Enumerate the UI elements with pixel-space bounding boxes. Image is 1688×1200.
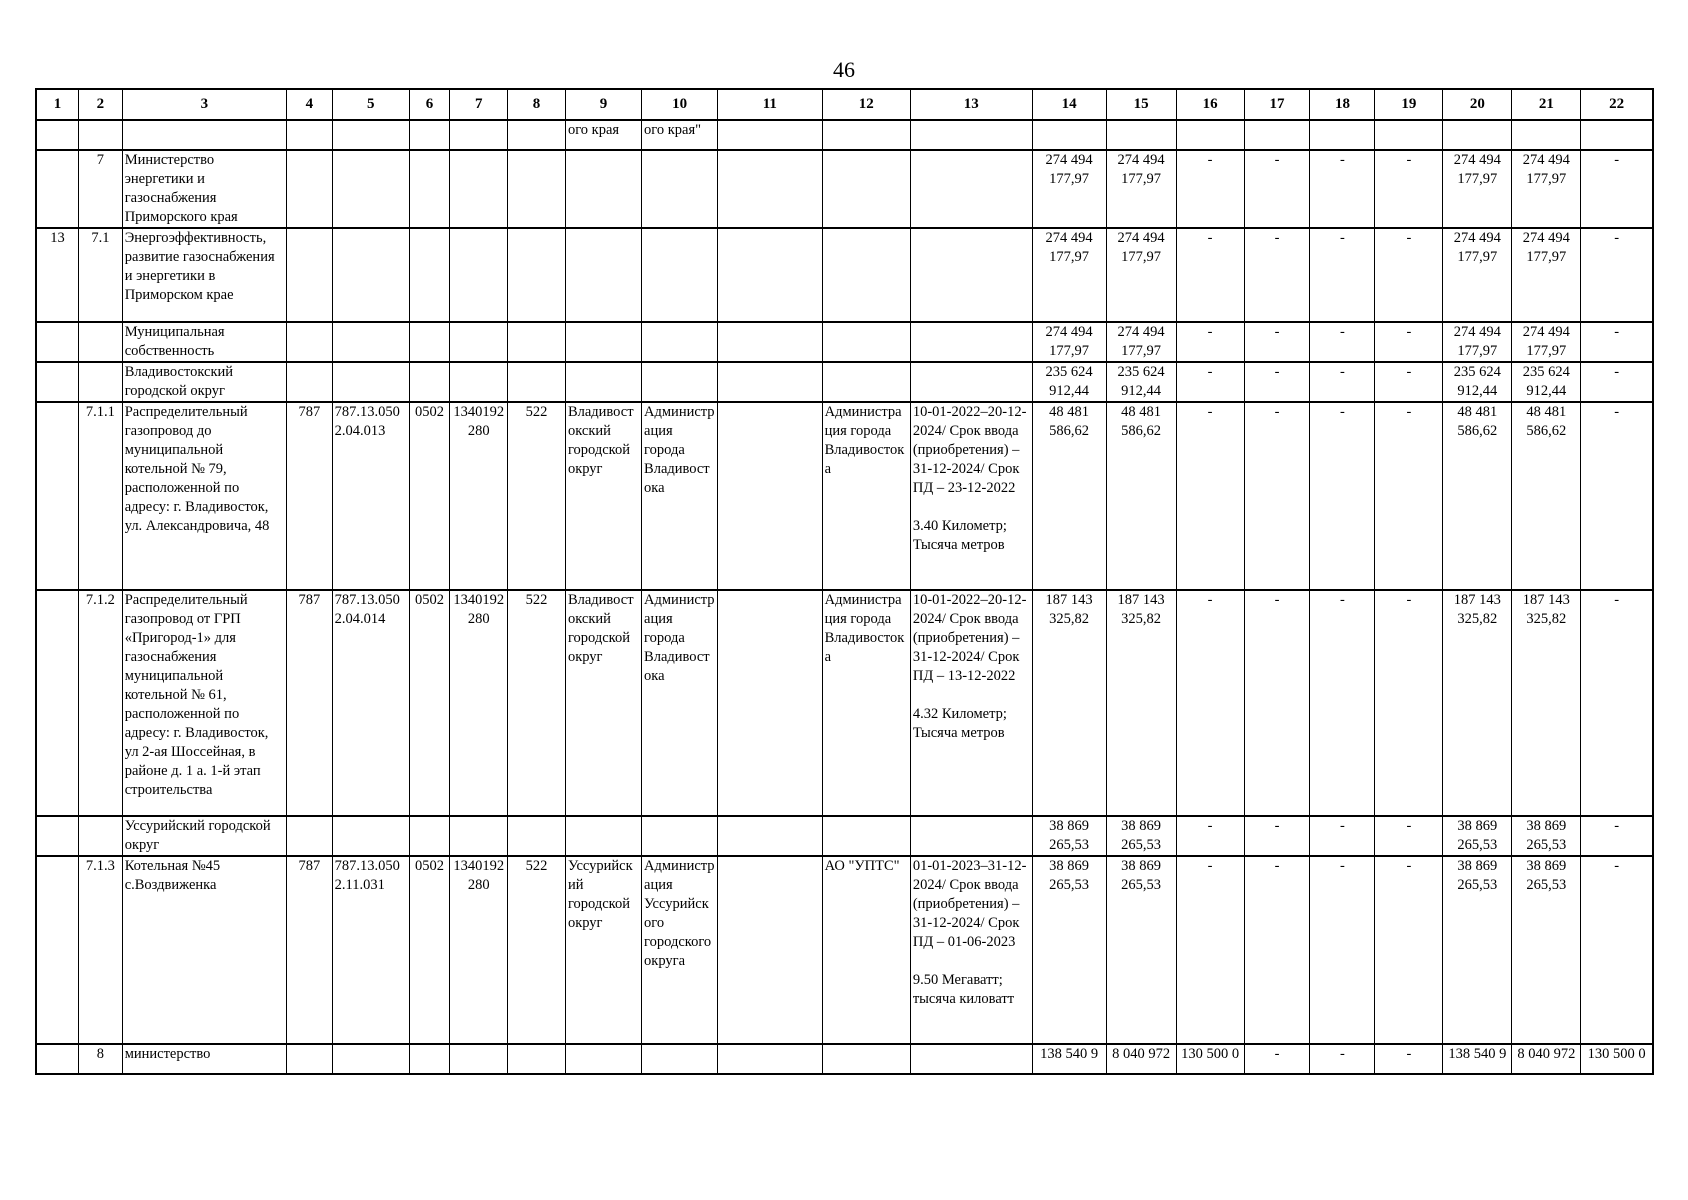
budget-code-cell (332, 816, 409, 856)
item-code-cell: 7.1.1 (79, 402, 123, 590)
amount-col22-cell: 130 500 0 (1581, 1044, 1653, 1074)
customer-cell (642, 1044, 718, 1074)
grbs-cell (287, 816, 333, 856)
row-number-cell (36, 150, 79, 228)
developer-cell (822, 1044, 910, 1074)
col11-cell (718, 322, 822, 362)
amount-col21-cell: 274 494 177,97 (1512, 322, 1581, 362)
amount-col21-cell: 274 494 177,97 (1512, 150, 1581, 228)
expense-type-cell: 522 (508, 856, 566, 1044)
timing-capacity-cell: 10-01-2022–20-12-2024/ Срок ввода (приобретения) – 31-12-2024/ Срок ПД – 13-12-2022 4.32 Километр; Тысяча метров (910, 590, 1032, 816)
timing-capacity-cell (910, 816, 1032, 856)
budget-code-cell (332, 362, 409, 402)
total-amount-cell: 274 494 177,97 (1032, 150, 1106, 228)
item-code-cell: 7 (79, 150, 123, 228)
amount-col21-cell: 274 494 177,97 (1512, 228, 1581, 322)
col11-cell (718, 120, 822, 150)
col11-cell (718, 816, 822, 856)
amount-col18-cell: - (1310, 856, 1375, 1044)
amount-col16-cell: - (1176, 150, 1244, 228)
page-number: 46 (833, 57, 855, 82)
amount-col17-cell: - (1244, 322, 1310, 362)
target-article-cell: 1340192280 (450, 402, 508, 590)
amount-col15-cell: 274 494 177,97 (1106, 150, 1176, 228)
amount-col18-cell (1310, 120, 1375, 150)
developer-cell: Администрация города Владивостока (822, 590, 910, 816)
amount-col15-cell: 8 040 972 (1106, 1044, 1176, 1074)
object-name-cell: Владивостокский городской округ (122, 362, 286, 402)
column-header: 21 (1512, 89, 1581, 120)
amount-col22-cell (1581, 120, 1653, 150)
column-header: 22 (1581, 89, 1653, 120)
row-number-cell (36, 362, 79, 402)
item-code-cell (79, 322, 123, 362)
target-article-cell (450, 120, 508, 150)
amount-col18-cell: - (1310, 816, 1375, 856)
amount-col21-cell: 48 481 586,62 (1512, 402, 1581, 590)
municipality-cell: Владивостокский городской округ (565, 402, 641, 590)
item-code-cell (79, 362, 123, 402)
timing-capacity-cell: 10-01-2022–20-12-2024/ Срок ввода (приобретения) – 31-12-2024/ Срок ПД – 23-12-2022 3.40 Километр; Тысяча метров (910, 402, 1032, 590)
municipality-cell: ого края (565, 120, 641, 150)
amount-col16-cell: - (1176, 362, 1244, 402)
amount-col19-cell: - (1375, 362, 1443, 402)
budget-code-cell (332, 150, 409, 228)
customer-cell (642, 362, 718, 402)
amount-col16-cell: - (1176, 816, 1244, 856)
amount-col15-cell (1106, 120, 1176, 150)
amount-col17-cell (1244, 120, 1310, 150)
total-amount-cell (1032, 120, 1106, 150)
column-header: 18 (1310, 89, 1375, 120)
table-row (36, 402, 1653, 590)
total-amount-cell: 48 481 586,62 (1032, 402, 1106, 590)
budget-code-cell (332, 322, 409, 362)
amount-col17-cell: - (1244, 1044, 1310, 1074)
amount-col18-cell: - (1310, 362, 1375, 402)
column-header: 20 (1443, 89, 1512, 120)
amount-col22-cell: - (1581, 856, 1653, 1044)
section-cell: 0502 (409, 402, 450, 590)
amount-col17-cell: - (1244, 150, 1310, 228)
customer-cell: Администрация Уссурийского городского округа (642, 856, 718, 1044)
section-cell (409, 228, 450, 322)
budget-code-cell: 787.13.0502.04.014 (332, 590, 409, 816)
amount-col15-cell: 48 481 586,62 (1106, 402, 1176, 590)
grbs-cell (287, 228, 333, 322)
column-header: 1 (36, 89, 79, 120)
table-row (36, 816, 1653, 856)
table-row (36, 322, 1653, 362)
amount-col16-cell: - (1176, 856, 1244, 1044)
column-header: 10 (642, 89, 718, 120)
amount-col22-cell: - (1581, 150, 1653, 228)
expense-type-cell (508, 150, 566, 228)
expense-type-cell (508, 228, 566, 322)
developer-cell (822, 322, 910, 362)
object-name-cell: министерство (122, 1044, 286, 1074)
amount-col19-cell: - (1375, 1044, 1443, 1074)
amount-col19-cell: - (1375, 816, 1443, 856)
amount-col20-cell: 274 494 177,97 (1443, 150, 1512, 228)
target-article-cell (450, 322, 508, 362)
amount-col19-cell: - (1375, 856, 1443, 1044)
target-article-cell: 1340192280 (450, 856, 508, 1044)
section-cell: 0502 (409, 856, 450, 1044)
amount-col15-cell: 274 494 177,97 (1106, 228, 1176, 322)
section-cell (409, 362, 450, 402)
budget-code-cell: 787.13.0502.04.013 (332, 402, 409, 590)
amount-col15-cell: 187 143 325,82 (1106, 590, 1176, 816)
total-amount-cell: 138 540 9 (1032, 1044, 1106, 1074)
municipality-cell: Уссурийский городской округ (565, 856, 641, 1044)
row-number-cell (36, 402, 79, 590)
budget-code-cell (332, 228, 409, 322)
amount-col16-cell: - (1176, 402, 1244, 590)
amount-col20-cell: 235 624 912,44 (1443, 362, 1512, 402)
column-header: 4 (287, 89, 333, 120)
amount-col18-cell: - (1310, 228, 1375, 322)
total-amount-cell: 235 624 912,44 (1032, 362, 1106, 402)
timing-capacity-cell (910, 1044, 1032, 1074)
column-header: 9 (565, 89, 641, 120)
col11-cell (718, 1044, 822, 1074)
column-header: 19 (1375, 89, 1443, 120)
section-cell: 0502 (409, 590, 450, 816)
column-header: 11 (718, 89, 822, 120)
amount-col16-cell: - (1176, 322, 1244, 362)
column-header: 7 (450, 89, 508, 120)
object-name-cell: Энергоэффективность, развитие газоснабжения и энергетики в Приморском крае (122, 228, 286, 322)
object-name-cell: Министерство энергетики и газоснабжения Приморского края (122, 150, 286, 228)
timing-capacity-cell (910, 120, 1032, 150)
municipality-cell (565, 150, 641, 228)
column-header: 6 (409, 89, 450, 120)
developer-cell (822, 816, 910, 856)
amount-col22-cell: - (1581, 402, 1653, 590)
item-code-cell: 8 (79, 1044, 123, 1074)
customer-cell: Администрация города Владивостока (642, 590, 718, 816)
target-article-cell (450, 150, 508, 228)
amount-col22-cell: - (1581, 322, 1653, 362)
amount-col21-cell: 187 143 325,82 (1512, 590, 1581, 816)
expense-type-cell: 522 (508, 402, 566, 590)
amount-col20-cell: 38 869 265,53 (1443, 816, 1512, 856)
amount-col20-cell: 48 481 586,62 (1443, 402, 1512, 590)
grbs-cell: 787 (287, 402, 333, 590)
table-row (36, 856, 1653, 1044)
amount-col15-cell: 235 624 912,44 (1106, 362, 1176, 402)
amount-col18-cell: - (1310, 322, 1375, 362)
col11-cell (718, 228, 822, 322)
amount-col21-cell (1512, 120, 1581, 150)
table-row (36, 120, 1653, 150)
amount-col17-cell: - (1244, 816, 1310, 856)
amount-col22-cell: - (1581, 362, 1653, 402)
amount-col17-cell: - (1244, 856, 1310, 1044)
amount-col15-cell: 38 869 265,53 (1106, 856, 1176, 1044)
col11-cell (718, 362, 822, 402)
municipality-cell (565, 228, 641, 322)
table-row (36, 1044, 1653, 1074)
row-number-cell (36, 120, 79, 150)
object-name-cell: Распределительный газопровод до муниципальной котельной № 79, расположенной по адресу: г. Владивосток, ул. Александровича, 48 (122, 402, 286, 590)
timing-capacity-cell (910, 228, 1032, 322)
row-number-cell (36, 322, 79, 362)
section-cell (409, 120, 450, 150)
developer-cell: Администрация города Владивостока (822, 402, 910, 590)
item-code-cell (79, 816, 123, 856)
row-number-cell (36, 590, 79, 816)
amount-col18-cell: - (1310, 590, 1375, 816)
amount-col19-cell: - (1375, 402, 1443, 590)
item-code-cell (79, 120, 123, 150)
section-cell (409, 322, 450, 362)
amount-col20-cell: 138 540 9 (1443, 1044, 1512, 1074)
object-name-cell: Муниципальная собственность (122, 322, 286, 362)
budget-code-cell (332, 1044, 409, 1074)
table-row (36, 228, 1653, 322)
expense-type-cell: 522 (508, 590, 566, 816)
timing-capacity-cell (910, 362, 1032, 402)
developer-cell (822, 228, 910, 322)
developer-cell: АО "УПТС" (822, 856, 910, 1044)
amount-col16-cell: 130 500 0 (1176, 1044, 1244, 1074)
amount-col19-cell: - (1375, 228, 1443, 322)
amount-col19-cell: - (1375, 150, 1443, 228)
target-article-cell (450, 1044, 508, 1074)
amount-col21-cell: 38 869 265,53 (1512, 856, 1581, 1044)
budget-code-cell: 787.13.0502.11.031 (332, 856, 409, 1044)
column-header: 8 (508, 89, 566, 120)
amount-col16-cell: - (1176, 590, 1244, 816)
amount-col18-cell: - (1310, 402, 1375, 590)
amount-col16-cell (1176, 120, 1244, 150)
expense-type-cell (508, 120, 566, 150)
customer-cell: ого края" (642, 120, 718, 150)
object-name-cell (122, 120, 286, 150)
amount-col21-cell: 235 624 912,44 (1512, 362, 1581, 402)
amount-col20-cell: 187 143 325,82 (1443, 590, 1512, 816)
municipality-cell (565, 362, 641, 402)
amount-col18-cell: - (1310, 1044, 1375, 1074)
item-code-cell: 7.1.3 (79, 856, 123, 1044)
amount-col22-cell: - (1581, 590, 1653, 816)
total-amount-cell: 187 143 325,82 (1032, 590, 1106, 816)
amount-col19-cell: - (1375, 322, 1443, 362)
section-cell (409, 150, 450, 228)
table-row (36, 150, 1653, 228)
target-article-cell: 1340192280 (450, 590, 508, 816)
amount-col20-cell: 274 494 177,97 (1443, 228, 1512, 322)
amount-col22-cell: - (1581, 816, 1653, 856)
row-number-cell (36, 816, 79, 856)
expense-type-cell (508, 816, 566, 856)
developer-cell (822, 362, 910, 402)
expense-type-cell (508, 1044, 566, 1074)
row-number-cell: 13 (36, 228, 79, 322)
timing-capacity-cell (910, 322, 1032, 362)
amount-col18-cell: - (1310, 150, 1375, 228)
municipality-cell (565, 322, 641, 362)
item-code-cell: 7.1 (79, 228, 123, 322)
customer-cell (642, 322, 718, 362)
row-number-cell (36, 1044, 79, 1074)
table-row (36, 590, 1653, 816)
budget-code-cell (332, 120, 409, 150)
customer-cell: Администрация города Владивостока (642, 402, 718, 590)
target-article-cell (450, 816, 508, 856)
section-cell (409, 816, 450, 856)
column-header: 5 (332, 89, 409, 120)
expense-type-cell (508, 362, 566, 402)
column-header: 12 (822, 89, 910, 120)
col11-cell (718, 856, 822, 1044)
total-amount-cell: 274 494 177,97 (1032, 228, 1106, 322)
total-amount-cell: 274 494 177,97 (1032, 322, 1106, 362)
amount-col19-cell (1375, 120, 1443, 150)
object-name-cell: Уссурийский городской округ (122, 816, 286, 856)
developer-cell (822, 120, 910, 150)
column-header: 2 (79, 89, 123, 120)
amount-col15-cell: 38 869 265,53 (1106, 816, 1176, 856)
expense-type-cell (508, 322, 566, 362)
developer-cell (822, 150, 910, 228)
municipality-cell: Владивостокский городской округ (565, 590, 641, 816)
timing-capacity-cell: 01-01-2023–31-12-2024/ Срок ввода (приобретения) – 31-12-2024/ Срок ПД – 01-06-2023 9.50 Мегаватт; тысяча киловатт (910, 856, 1032, 1044)
amount-col19-cell: - (1375, 590, 1443, 816)
municipality-cell (565, 1044, 641, 1074)
grbs-cell (287, 150, 333, 228)
amount-col17-cell: - (1244, 228, 1310, 322)
amount-col22-cell: - (1581, 228, 1653, 322)
amount-col17-cell: - (1244, 402, 1310, 590)
row-number-cell (36, 856, 79, 1044)
grbs-cell (287, 362, 333, 402)
object-name-cell: Котельная №45 с.Воздвиженка (122, 856, 286, 1044)
amount-col17-cell: - (1244, 590, 1310, 816)
header-row (36, 89, 1653, 120)
customer-cell (642, 150, 718, 228)
total-amount-cell: 38 869 265,53 (1032, 816, 1106, 856)
amount-col16-cell: - (1176, 228, 1244, 322)
object-name-cell: Распределительный газопровод от ГРП «Пригород-1» для газоснабжения муниципальной котельной № 61, расположенной по адресу: г. Владивосток, ул 2-ая Шоссейная, в районе д. 1 а. 1-й этап строительства (122, 590, 286, 816)
column-header: 3 (122, 89, 286, 120)
grbs-cell: 787 (287, 856, 333, 1044)
budget-table (35, 88, 1654, 1075)
grbs-cell (287, 1044, 333, 1074)
amount-col21-cell: 38 869 265,53 (1512, 816, 1581, 856)
timing-capacity-cell (910, 150, 1032, 228)
column-header: 16 (1176, 89, 1244, 120)
column-header: 14 (1032, 89, 1106, 120)
amount-col21-cell: 8 040 972 (1512, 1044, 1581, 1074)
amount-col15-cell: 274 494 177,97 (1106, 322, 1176, 362)
amount-col20-cell: 38 869 265,53 (1443, 856, 1512, 1044)
total-amount-cell: 38 869 265,53 (1032, 856, 1106, 1044)
grbs-cell (287, 120, 333, 150)
grbs-cell: 787 (287, 590, 333, 816)
target-article-cell (450, 228, 508, 322)
customer-cell (642, 816, 718, 856)
customer-cell (642, 228, 718, 322)
column-header: 13 (910, 89, 1032, 120)
municipality-cell (565, 816, 641, 856)
target-article-cell (450, 362, 508, 402)
grbs-cell (287, 322, 333, 362)
column-header: 17 (1244, 89, 1310, 120)
amount-col17-cell: - (1244, 362, 1310, 402)
amount-col20-cell (1443, 120, 1512, 150)
item-code-cell: 7.1.2 (79, 590, 123, 816)
col11-cell (718, 150, 822, 228)
column-header: 15 (1106, 89, 1176, 120)
col11-cell (718, 402, 822, 590)
section-cell (409, 1044, 450, 1074)
amount-col20-cell: 274 494 177,97 (1443, 322, 1512, 362)
col11-cell (718, 590, 822, 816)
table-row (36, 362, 1653, 402)
